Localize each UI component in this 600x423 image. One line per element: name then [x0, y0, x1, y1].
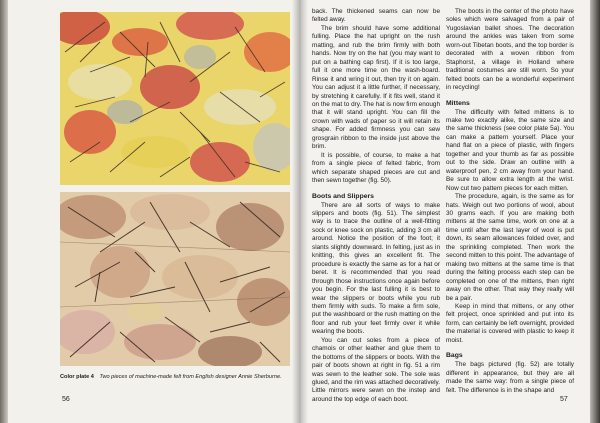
section-heading-mittens: Mittens — [446, 99, 470, 107]
section-heading-boots: Boots and Slippers — [312, 192, 374, 200]
caption-label: Color plate 4 — [60, 374, 94, 380]
paragraph: The bags pictured (fig. 52) are totally different in appearance, but they are all made the same way: from a single piece of felt. The difference is in the shape and — [446, 361, 574, 394]
text-column-left — [312, 8, 440, 404]
paragraph: It is possible, of course, to make a hat from a single piece of felted fabric, from which separate shaped pieces are cut and then sewn together (fig. 50). — [312, 151, 440, 185]
figure-caption — [60, 374, 296, 381]
paragraph: You can cut soles from a piece of chamois or other leather and glue them to the bottoms of the slippers or boots. With the pair of boots shown at right in fig. 51 a rim was sewn to the leather sole. The sole was glued, and the rim was attached decoratively. Little mirrors were sewn on the instep and around the top edge of each boot. — [312, 336, 440, 403]
right-page-edge — [590, 0, 600, 423]
left-page-edge — [0, 0, 8, 423]
page-number-right: 57 — [560, 396, 568, 403]
felt-photo-top — [60, 12, 290, 185]
paragraph: Keep in mind that mittens, or any other felt project, once sprinkled and put into its form, can certainly be left overnight, provided the material is covered with plastic to keep it moist. — [446, 302, 574, 344]
paragraph: The procedure, again, is the same as for hats. Weigh out two portions of wool, about 30 grams each. If you are making both mittens at the same time, work on one at a time until after the last layer of wool is put down, its seam allowances folded over, and the sprinkling completed. Then work the second mitten to this point. The advantage of making two mittens at the same time is that during the felting process each step can be completed on one of the mittens, then right away on the other. That way they really will be a pair. — [446, 193, 574, 302]
section-heading-bags: Bags — [446, 352, 463, 360]
felt-photo-bottom — [60, 192, 290, 366]
paragraph: back. The thickened seams can now be felted away. — [312, 8, 440, 24]
page-number-left: 56 — [62, 396, 70, 403]
paragraph: There are all sorts of ways to make slippers and boots (fig. 51). The simplest way is to trace the outline of a well-fitting sock or knee sock on plastic, adding 3 cm all around. Notice the position of the foot; it slants slightly downward. In felting, just as in knitting, this gives an excellent fit. The procedure is exactly the same as for a hat or beret. It is recommended that you read through those instructions once again before you begin. For the last fulling it is best to wear the slippers or boots while you rub them firmly with suds. To make a firm sole, put the washboard or the rush matting on the floor and rub your feet firmly over it while wearing the boots. — [312, 201, 440, 336]
book-gutter — [292, 0, 308, 423]
text-column-right — [446, 8, 574, 395]
paragraph: The difficulty with felted mittens is to make two exactly alike, the same size and the same thickness (see color plate 5a). You can make a pattern yourself. Place your hand flat on a piece of plastic, with fingers together and your thumb as far as possible out to the side. Draw an outline with a waterproof pen, 2 cm away from your hand. Be sure to allow extra length at the wrist. Now cut two pattern pieces for each mitten. — [446, 108, 574, 192]
paragraph: The brim should have some additional fulling. Place the hat upright on the rush matting, and rub the brim firmly with both hands. Now try on the hat (you may want to put on a bathing cap first). If it is too large, full it one more time on the wash-board. Rinse it and wring it out, then try it on again. You can adjust it a little further, if necessary, by stretching it carefully. If it fits well, stand it on the mat to dry. The hat is now firm enough that it will stand upright. You can fill the crown with wads of paper so it will retain its shape. For added firmness you can sew grosgrain ribbon to the inside just above the brim. — [312, 24, 440, 151]
caption-text: Two pieces of machine-made felt from English designer Annie Sherburne. — [99, 374, 282, 380]
paragraph: The boots in the center of the photo have soles which were salvaged from a pair of Yugoslavian ballet shoes. The decoration around the ankles was taken from some worn-out Tibetan boots, and the top border is decorated with a woven ribbon from Staphorst, a village in Holland where traditional costumes are still worn. So your felted boots can be a wonderful experiment in recycling! — [446, 8, 574, 92]
